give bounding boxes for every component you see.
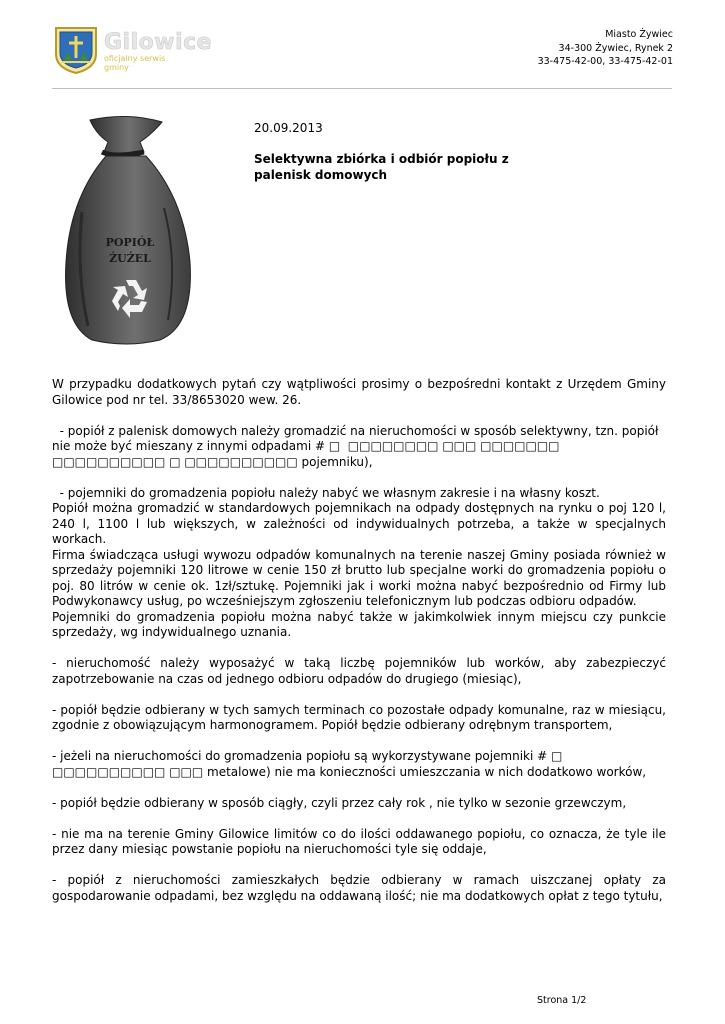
contact-paragraph: W przypadku dodatkowych pytań czy wątpliwości prosimy o bezpośredni kontakt z Urzędem Gminy Gilowice pod nr tel. 33/8653020 wew. 26.	[52, 377, 666, 407]
address-street: 34-300 Żywiec, Rynek 2	[558, 42, 673, 54]
address-city: Miasto Żywiec	[605, 29, 673, 40]
page-number: Strona 1/2	[537, 995, 587, 1006]
paragraph-metal-containers: - jeżeli na nieruchomości do gromadzenia popiołu są wykorzystywane pojemniki # □ □□□□□□□□□□ □□□ metalowe) nie ma konieczności umieszczania w nich dodatkowo worków,	[52, 749, 647, 779]
header-divider	[52, 88, 672, 89]
paragraph-standard-containers: Popiół można gromadzić w standardowych pojemnikach na odpady dostępnych na rynku o poj 120 l, 240 l, 1100 l lub większych, w zależności od indywidualnych potrzeba, a także w specjalnych workach.	[52, 501, 666, 546]
paragraph-containers-purchase: - pojemniki do gromadzenia popiołu należy nabyć we własnym zakresie i na własny koszt.	[52, 485, 600, 500]
paragraph-selective-storage: - popiół z palenisk domowych należy gromadzić na nieruchomości w sposób selektywny, tzn. popiół nie może być mieszany z innymi odpadami # □ □□□□□□□□ □□□ □□□□□□□ □□□□□□□□□□ □ □□□□□□□□□□ pojemniku),	[52, 423, 663, 469]
address-phones: 33-475-42-00, 33-475-42-01	[537, 56, 673, 67]
paragraph-other-sources: Pojemniki do gromadzenia popiołu można nabyć także w jakimkolwiek innym miejscu czy punkcie sprzedaży, wg indywidualnego uznania.	[52, 609, 666, 639]
bag-label-ash: POPIÓŁ	[105, 236, 155, 249]
contact-address	[538, 28, 673, 69]
ash-bag-image	[52, 112, 202, 348]
article-date: 20.09.2013	[254, 121, 323, 135]
paragraph-container-count: - nieruchomość należy wyposażyć w taką liczbę pojemników lub worków, aby zabezpieczyć zapotrzebowanie na czas od jednego odbioru odpadów do drugiego (miesiąc),	[52, 656, 666, 686]
paragraph-no-extra-fees: - popiół z nieruchomości zamieszkałych będzie odbierany w ramach uiszczanej opłaty za gospodarowanie odpadami, bez względu na oddawaną ilość; nie ma dodatkowych opłat z tego tytułu,	[52, 873, 666, 903]
bag-label-slag: ŻUŻEL	[109, 252, 151, 265]
paragraph-year-round: - popiół będzie odbierany w sposób ciągły, czyli przez cały rok , nie tylko w sezonie grzewczym,	[52, 795, 627, 810]
logo-subtitle: oficjalny serwis gminy	[104, 54, 166, 72]
logo-wordmark: Gilowice	[104, 30, 213, 55]
paragraph-company-offer: Firma świadcząca usługi wywozu odpadów komunalnych na terenie naszej Gminy posiada również w sprzedaży pojemniki 120 litrowe w cenie 150 zł brutto lub specjalne worki do gromadzenia popiołu o poj. 80 litrów w cenie ok. 1zł/sztukę. Pojemniki jak i worki można nabyć bezpośrednio od Firmy lub Podwykonawcy usług, po wcześniejszym zgłoszeniu telefonicznym lub podczas odbioru odpadów.	[52, 547, 666, 608]
site-logo[interactable]	[52, 24, 213, 76]
paragraph-collection-schedule: - popiół będzie odbierany w tych samych terminach co pozostałe odpady komunalne, raz w miesiącu, zgodnie z obowiązującym harmonogramem. Popiół będzie odbierany odrębnym transportem,	[52, 702, 666, 732]
paragraph-no-limits: - nie ma na terenie Gminy Gilowice limitów co do ilości oddawanego popiołu, co oznacza, że tyle ile przez dany miesiąc powstanie popiołu na nieruchomości tyle się oddaje,	[52, 826, 666, 856]
coat-of-arms-icon	[52, 24, 100, 74]
article-title: Selektywna zbiórka i odbiór popiołu z palenisk domowych	[254, 152, 509, 182]
article-body	[52, 377, 666, 920]
